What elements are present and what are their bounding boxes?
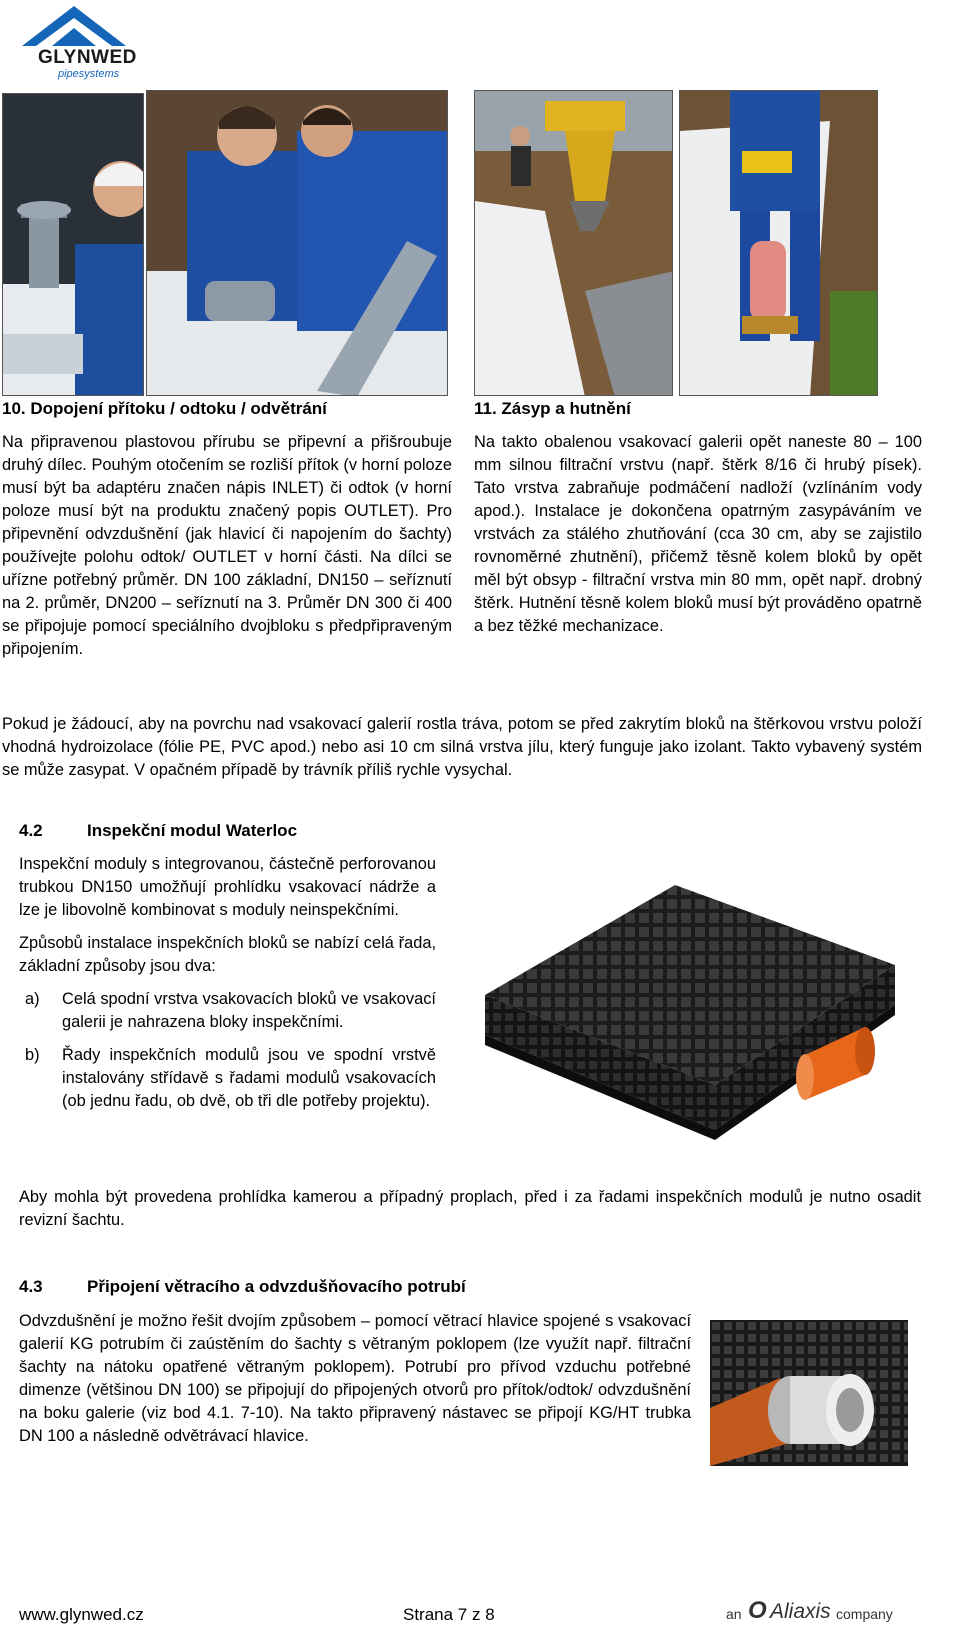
section-4-2-title: Inspekční modul Waterloc bbox=[87, 821, 298, 840]
waterloc-module-image bbox=[455, 855, 922, 1155]
list-item-a bbox=[19, 988, 436, 1034]
aliaxis-logo bbox=[726, 1596, 906, 1626]
list-text-b: Řady inspekčních modulů jsou ve spodní vrstvě instalovány střídavě s řadami modulů vsakovacích (ob jednu řadu, ob dvě, ob tři dle potřeby projektu). bbox=[62, 1046, 436, 1110]
aliaxis-name: Aliaxis bbox=[770, 1600, 831, 1623]
photo-excavator-trench bbox=[474, 90, 673, 396]
list-marker-a: a) bbox=[25, 990, 40, 1008]
aliaxis-o-icon: O bbox=[748, 1597, 767, 1624]
list-text-a: Celá spodní vrstva vsakovacích bloků ve vsakovací galerii je nahrazena bloky inspekčními. bbox=[62, 990, 436, 1031]
section-4-2-body bbox=[19, 853, 436, 1113]
section-4-2-heading bbox=[19, 819, 619, 842]
vent-pipe-image bbox=[710, 1320, 908, 1466]
list-marker-b: b) bbox=[25, 1046, 40, 1064]
section-4-3-heading bbox=[19, 1275, 719, 1298]
section-4-3-number: 4.3 bbox=[19, 1277, 43, 1296]
photo-compactor bbox=[679, 90, 878, 396]
logo-roof-icon bbox=[18, 4, 140, 48]
aliaxis-prefix: an bbox=[726, 1606, 742, 1622]
section-4-2-p3: Aby mohla být provedena prohlídka kamerou a případný proplach, před i za řadami inspekčních modulů je nutno osadit revizní šachtu. bbox=[19, 1188, 921, 1229]
footer-page-number: Strana 7 z 8 bbox=[403, 1605, 495, 1624]
section-4-2-number: 4.2 bbox=[19, 821, 43, 840]
section-11-text: Na takto obalenou vsakovací galerii opět naneste 80 – 100 mm silnou filtrační vrstvu (např. štěrk 8/16 či hrubý písek). Tato vrstva zabraňuje podmáčení nadloží (vzlínáním vody apod.). Instalace je dokončena opatrným zasypáváním ve vrstvách za stálého zhutňování (cca 30 cm, aby se zajistilo rovnoměrné zhutnění), přičemž těsně kolem bloků by opět měl být obsyp - filtrační vrstva min 80 mm, opět např. drobný štěrk. Hutnění těsně kolem bloků musí být prováděno opatrně a bez těžké mechanizace. bbox=[474, 433, 922, 635]
logo-name: GLYNWED bbox=[38, 47, 137, 68]
section-10-heading: 10. Dopojení přítoku / odtoku / odvětrání bbox=[2, 399, 327, 418]
section-4-3-text: Odvzdušnění je možno řešit dvojím způsobem – pomocí větrací hlavice spojené s vsakovací galerií KG potrubím či zaústěním do šachty s větraným poklopem (lze využít např. filtrační šachty na nátoku opatřené větraným poklopem). Potrubí pro přívod vzduchu potřebné dimenze (většinou DN 100) se připojují do připojených otvorů pro přítok/odtok/ odvzdušnění na boku galerie (viz bod 4.1. 7-10). Na takto připravený nástavec se připojí KG/HT trubka DN 100 a následně odvětrávací hlavice. bbox=[19, 1312, 691, 1445]
section-10-text: Na připravenou plastovou přírubu se připevní a přišroubuje druhý dílec. Pouhým otočením se rozliší přítok (v horní poloze musí být ba adaptéru značen nápis INLET) či odtok (v horní poloze musí být na produktu značený popis OUTLET). Pro připevnění odvzdušnění (jak hlavicí či napojením do šachty) používejte polohu odtok/ OUTLET v horní části. Na dílci se uřízne potřebný průměr. DN 100 základní, DN150 – seříznutí na 2. průměr, DN200 – seříznutí na 3. Průměr DN 300 či 400 se připojuje pomocí speciálního dvojbloku s předpřipraveným připojením. bbox=[2, 433, 452, 658]
section-4-3-title: Připojení větracího a odvzdušňovacího potrubí bbox=[87, 1277, 466, 1296]
list-item-b bbox=[19, 1044, 436, 1113]
glynwed-logo bbox=[18, 4, 140, 84]
section-4-2-p1: Inspekční moduly s integrovanou, částečně perforovanou trubkou DN150 umožňují prohlídku vsakovací nádrže a lze je libovolně kombinovat s moduly neinspekčními. bbox=[19, 855, 436, 919]
photo-workers-pipe bbox=[146, 90, 448, 396]
section-4-2-p2: Způsobů instalace inspekčních bloků se nabízí celá řada, základní způsoby jsou dva: bbox=[19, 934, 436, 975]
grass-paragraph: Pokud je žádoucí, aby na povrchu nad vsakovací galerií rostla tráva, potom se před zakrytím bloků na štěrkovou vrstvu položí vhodná hydroizolace (fólie PE, PVC apod.) nebo asi 10 cm silná vrstva jílu, který funguje jako izolant. Takto vybavený systém se může zasypat. V opačném případě by trávník příliš rychle vysychal. bbox=[2, 715, 922, 779]
logo-subtitle: pipesystems bbox=[58, 68, 120, 80]
section-11-heading: 11. Zásyp a hutnění bbox=[474, 399, 631, 418]
footer-website[interactable]: www.glynwed.cz bbox=[19, 1605, 144, 1624]
photo-pipe-adapter bbox=[2, 93, 144, 396]
aliaxis-suffix: company bbox=[836, 1606, 893, 1622]
